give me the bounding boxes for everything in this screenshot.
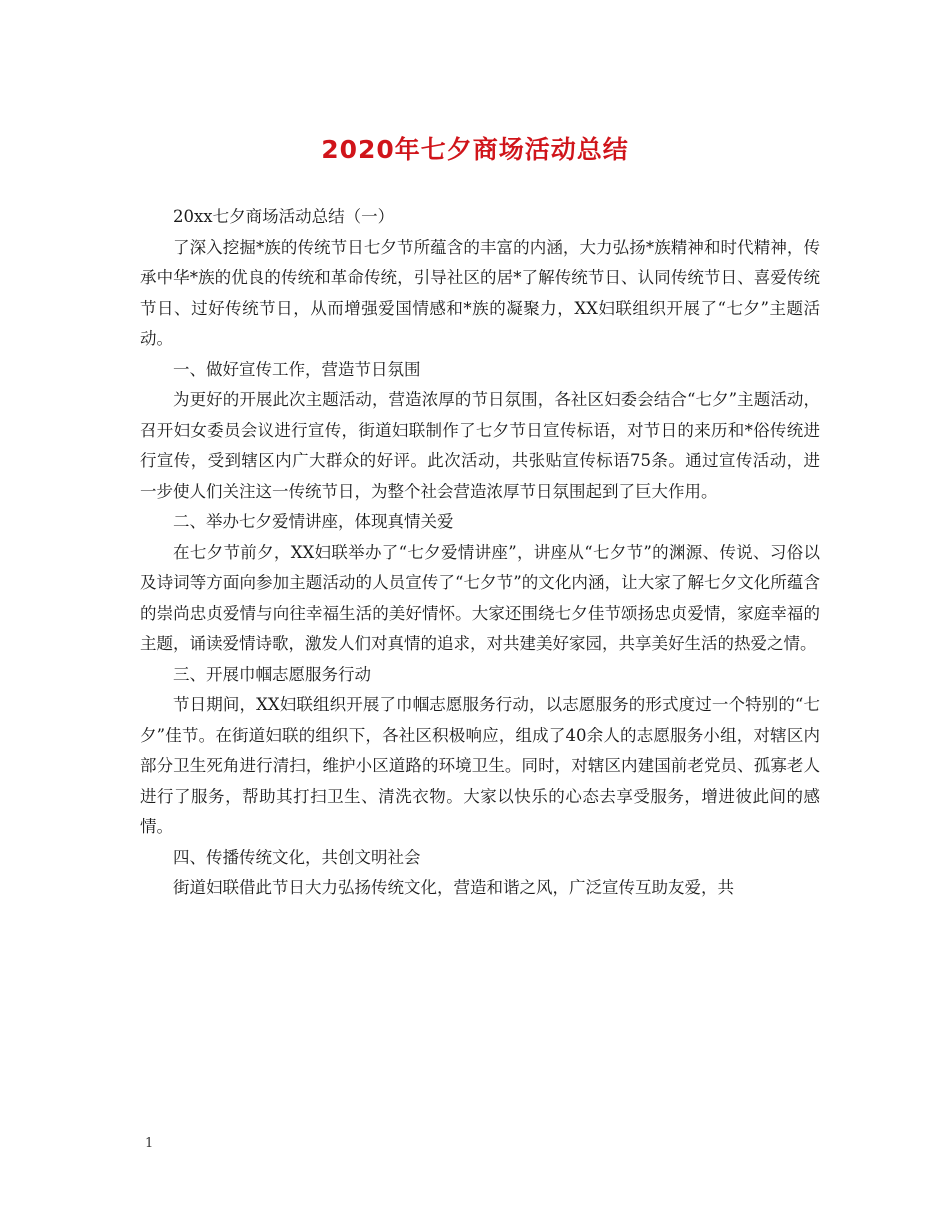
paragraph-2: 在七夕节前夕，XX妇联举办了“七夕爱情讲座”，讲座从“七夕节”的渊源、传说、习俗以及诗词等方面向参加主题活动的人员宣传了“七夕节”的文化内涵，让大家了解七夕文化所蕴含的崇尚忠贞爱情与向往幸福生活的美好情怀。大家还围绕七夕佳节颂扬忠贞爱情，家庭幸福的主题，诵读爱情诗歌，激发人们对真情的追求，对共建美好家园，共享美好生活的热爱之情。: [140, 542, 820, 653]
paragraph-4: 街道妇联借此节日大力弘扬传统文化，营造和谐之风，广泛宣传互助友爱，共: [173, 878, 734, 897]
section-heading-1: 一、做好宣传工作，营造节日氛围: [173, 359, 421, 379]
section-heading-2: 二、举办七夕爱情讲座，体现真情关爱: [173, 512, 454, 531]
paragraph-intro: 了深入挖掘*族的传统节日七夕节所蕴含的丰富的内涵，大力弘扬*族精神和时代精神，传承中华*族的优良的传统和革命传统，引导社区的居*了解传统节日、认同传统节日、喜爱传统节日、过好传统节日，从而增强爱国情感和*族的凝聚力，XX妇联组织开展了“七夕”主题活动。: [140, 237, 820, 348]
section-subtitle: 20xx七夕商场活动总结（一）: [173, 207, 395, 226]
paragraph-3: 节日期间，XX妇联组织开展了巾帼志愿服务行动，以志愿服务的形式度过一个特别的“七夕”佳节。在街道妇联的组织下，各社区积极响应，组成了40余人的志愿服务小组，对辖区内部分卫生死角进行清扫，维护小区道路的环境卫生。同时，对辖区内建国前老党员、孤寡老人进行了服务，帮助其打扫卫生、清洗衣物。大家以快乐的心态去享受服务，增进彼此间的感情。: [140, 695, 820, 836]
section-heading-3: 三、开展巾帼志愿服务行动: [173, 664, 371, 684]
document-body: [140, 202, 820, 904]
section-heading-4: 四、传播传统文化，共创文明社会: [173, 847, 421, 867]
page-number: 1: [145, 1136, 154, 1151]
document-title: 2020年七夕商场活动总结: [321, 135, 629, 164]
paragraph-1: 为更好的开展此次主题活动，营造浓厚的节日氛围，各社区妇委会结合“七夕”主题活动，召开妇女委员会议进行宣传，街道妇联制作了七夕节日宣传标语，对节日的来历和*俗传统进行宣传，受到辖区内广大群众的好评。此次活动，共张贴宣传标语75条。通过宣传活动，进一步使人们关注这一传统节日，为整个社会营造浓厚节日氛围起到了巨大作用。: [140, 390, 820, 501]
